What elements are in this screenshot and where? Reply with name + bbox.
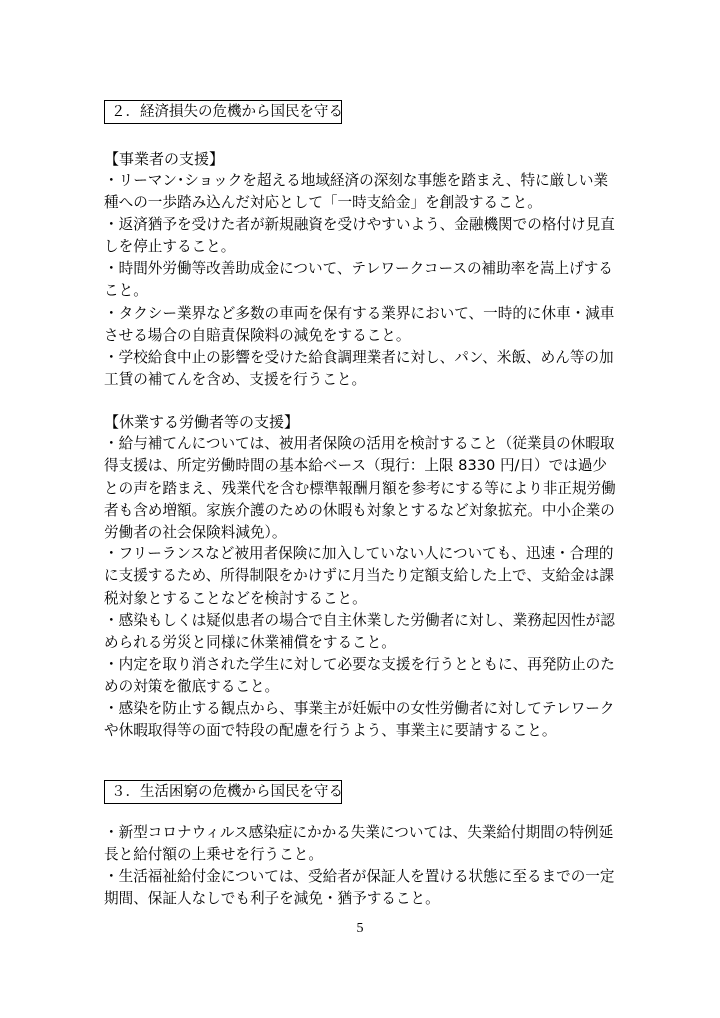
business-item-1: ・リーマン･ショックを超える地域経済の深刻な事態を踏まえ、特に厳しい業種への一歩踏み込んだ対応として「一時支給金」を創設すること。 bbox=[104, 172, 609, 212]
livelihood-item-1: ・新型コロナウィルス感染症にかかる失業については、失業給付期間の特例延長と給付額の上乗せを行うこと。 bbox=[104, 824, 614, 864]
workers-item-3: ・感染もしくは疑似患者の場合で自主休業した労働者に対し、業務起因性が認められる労災と同様に休業補償をすること。 bbox=[104, 612, 615, 652]
workers-item-5: ・感染を防止する観点から、事業主が妊娠中の女性労働者に対してテレワークや休暇取得等の面で特段の配慮を行うよう、事業主に要請すること。 bbox=[104, 700, 615, 740]
workers-item-2: ・フリーランスなど被用者保険に加入していない人についても、迅速・合理的に支援するため、所得制限をかけずに月当たり定額支給した上で、支給金は課税対象とすることなどを検討すること。 bbox=[104, 545, 614, 607]
business-item-4: ・タクシー業界など多数の車両を保有する業界において、一時的に休車・減車させる場合の自賠責保険料の減免をすること。 bbox=[104, 305, 615, 345]
business-support-title: 【事業者の支援】 bbox=[104, 150, 225, 168]
page-number: 5 bbox=[356, 921, 364, 936]
workers-support-title: 【休業する労働者等の支援】 bbox=[104, 413, 300, 431]
section-3-heading: ３．生活困窮の危機から国民を守る bbox=[104, 780, 342, 804]
business-item-3: ・時間外労働等改善助成金について、テレワークコースの補助率を嵩上げすること。 bbox=[104, 260, 613, 300]
workers-item-1: ・給与補てんについては、被用者保険の活用を検討すること（従業員の休暇取得支援は、所定労働時間の基本給ベース（現行：上限 8330 円/日）では過少との声を踏まえ、残業代を含む標準報酬月額を参考にする等により非正規労働者も含め増額。家族介護のための休暇も対象とするなど対象拡充。中小企業の労働者の社会保険料減免）。 bbox=[104, 435, 616, 542]
business-item-2: ・返済猶予を受けた者が新規融資を受けやすいよう、金融機関での格付け見直しを停止すること。 bbox=[104, 216, 615, 256]
workers-item-4: ・内定を取り消された学生に対して必要な支援を行うとともに、再発防止のための対策を徹底すること。 bbox=[104, 656, 615, 696]
section-2-heading: ２．経済損失の危機から国民を守る bbox=[104, 100, 342, 124]
livelihood-item-2: ・生活福祉給付金については、受給者が保証人を置ける状態に至るまでの一定期間、保証人なしでも利子を減免・猶予すること。 bbox=[104, 868, 615, 908]
business-item-5: ・学校給食中止の影響を受けた給食調理業者に対し、パン、米飯、めん等の加工賃の補てんを含め、支援を行うこと。 bbox=[104, 349, 614, 389]
